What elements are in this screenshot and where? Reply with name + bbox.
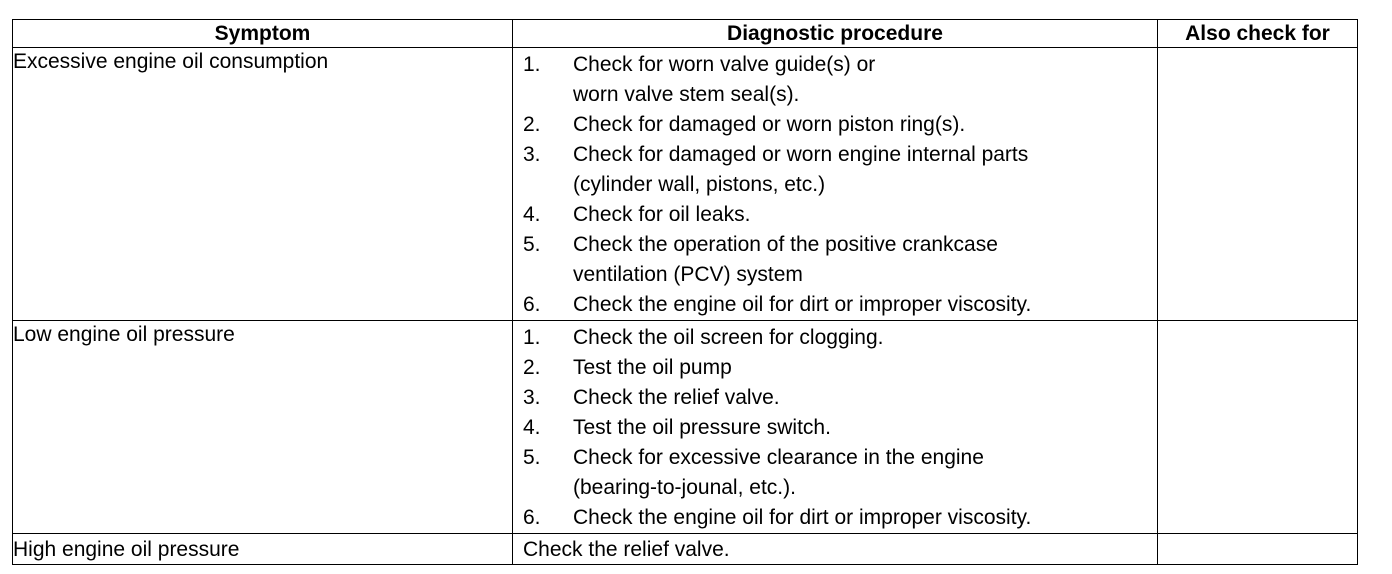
- table-row: [13, 48, 1358, 321]
- procedure-step: [523, 383, 1157, 413]
- step-text: Check for excessive clearance in the engine: [573, 446, 984, 469]
- also-check-cell: [1158, 534, 1358, 565]
- procedure-text: Check the relief valve.: [523, 538, 730, 561]
- step-number: 2.: [523, 113, 541, 136]
- procedure-step: [523, 200, 1157, 230]
- symptom-cell: High engine oil pressure: [13, 534, 513, 565]
- step-number: 6.: [523, 506, 541, 529]
- step-number: 1.: [523, 53, 541, 76]
- step-text: Check for damaged or worn engine internal parts: [573, 143, 1029, 166]
- step-text: Test the oil pressure switch.: [573, 416, 831, 439]
- procedure-step: [523, 473, 1157, 503]
- procedure-step: [523, 413, 1157, 443]
- procedure-cell: [513, 534, 1158, 565]
- step-number: 3.: [523, 386, 541, 409]
- step-text: (cylinder wall, pistons, etc.): [573, 173, 826, 196]
- also-check-cell: [1158, 48, 1358, 321]
- step-text: Check the operation of the positive crankcase: [573, 233, 998, 256]
- diagnostic-table: [12, 19, 1358, 565]
- step-number: [523, 170, 573, 200]
- procedure-step: [523, 260, 1157, 290]
- header-row: [13, 20, 1358, 48]
- step-number: 5.: [523, 446, 541, 469]
- step-text: Check the relief valve.: [573, 386, 780, 409]
- header-diagnostic-procedure: Diagnostic procedure: [513, 20, 1158, 48]
- step-text: worn valve stem seal(s).: [573, 83, 800, 106]
- procedure-step: [523, 290, 1157, 320]
- step-text: Check for oil leaks.: [573, 203, 751, 226]
- procedure-step: [523, 140, 1157, 170]
- step-number: 1.: [523, 326, 541, 349]
- step-text: Check for damaged or worn piston ring(s).: [573, 113, 966, 136]
- symptom-cell: Low engine oil pressure: [13, 321, 513, 534]
- procedure-step: [523, 170, 1157, 200]
- step-number: [523, 260, 573, 290]
- symptom-cell: Excessive engine oil consumption: [13, 48, 513, 321]
- procedure-step: [523, 353, 1157, 383]
- procedure-step: [523, 230, 1157, 260]
- procedure-list: [513, 48, 1157, 320]
- step-text: Check for worn valve guide(s) or: [573, 53, 876, 76]
- step-text: ventilation (PCV) system: [573, 263, 803, 286]
- step-text: (bearing-to-jounal, etc.).: [573, 476, 796, 499]
- step-number: 6.: [523, 293, 541, 316]
- step-text: Test the oil pump: [573, 356, 732, 379]
- procedure-cell: [513, 48, 1158, 321]
- step-text: Check the engine oil for dirt or improper viscosity.: [573, 293, 1032, 316]
- step-number: 4.: [523, 203, 541, 226]
- procedure-step: [523, 80, 1157, 110]
- procedure-step: [523, 50, 1157, 80]
- also-check-cell: [1158, 321, 1358, 534]
- header-symptom: Symptom: [13, 20, 513, 48]
- procedure-step: [523, 110, 1157, 140]
- step-number: 4.: [523, 416, 541, 439]
- step-number: 3.: [523, 143, 541, 166]
- header-also-check-for: Also check for: [1158, 20, 1358, 48]
- procedure-step: [523, 443, 1157, 473]
- step-text: Check the oil screen for clogging.: [573, 326, 884, 349]
- step-number: 5.: [523, 233, 541, 256]
- step-number: [523, 473, 573, 503]
- procedure-list: [513, 321, 1157, 533]
- procedure-step: [523, 503, 1157, 533]
- step-number: 2.: [523, 356, 541, 379]
- step-text: Check the engine oil for dirt or improper viscosity.: [573, 506, 1032, 529]
- procedure-step: [523, 323, 1157, 353]
- procedure-cell: [513, 321, 1158, 534]
- step-number: [523, 80, 573, 110]
- table-row: [13, 534, 1358, 565]
- table-row: [13, 321, 1358, 534]
